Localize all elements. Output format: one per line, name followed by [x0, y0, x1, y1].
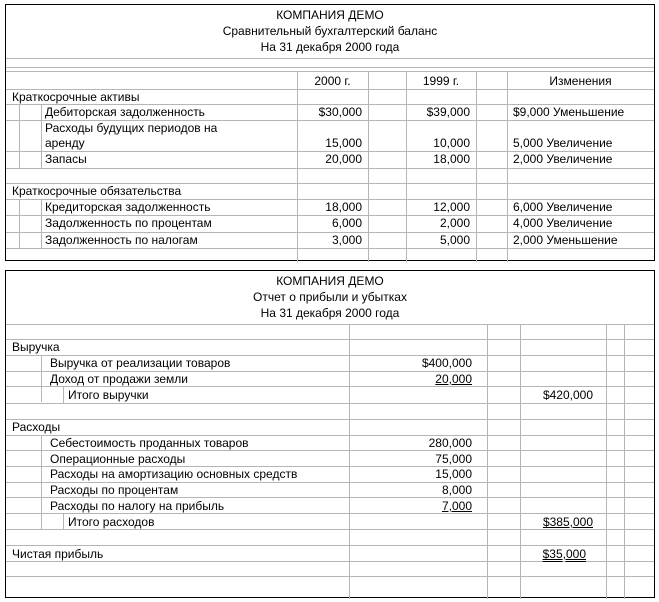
- company-name: КОМПАНИЯ ДЕМО: [276, 8, 384, 22]
- row-value: 20,000: [435, 372, 472, 386]
- income-statement-table: [5, 270, 655, 598]
- column-header-change: Изменения: [549, 74, 612, 88]
- column-header-1999: 1999 г.: [422, 74, 460, 88]
- value-change: 4,000 Увеличение: [513, 216, 613, 230]
- row-label-continued: аренду: [45, 136, 85, 150]
- value-1999: $39,000: [426, 105, 470, 119]
- value-1999: 2,000: [439, 216, 470, 230]
- value-2000: $30,000: [318, 105, 362, 119]
- report-title: Сравнительный бухгалтерский баланс: [222, 24, 438, 38]
- section-heading: Расходы: [12, 420, 61, 434]
- value-change: 2,000 Уменьшение: [513, 233, 618, 247]
- value-change: 2,000 Увеличение: [513, 152, 613, 166]
- value-2000: 18,000: [325, 200, 362, 214]
- value-2000: 15,000: [325, 136, 362, 150]
- total-value: $385,000: [542, 515, 593, 529]
- report-date: На 31 декабря 2000 года: [260, 306, 400, 320]
- row-value: 7,000: [441, 499, 472, 513]
- row-label: Расходы по процентам: [50, 483, 179, 497]
- section-heading: Выручка: [12, 340, 60, 354]
- row-label: Выручка от реализации товаров: [50, 356, 231, 370]
- value-1999: 5,000: [439, 233, 470, 247]
- balance-sheet-table: [5, 4, 655, 261]
- row-value: 15,000: [435, 467, 472, 481]
- value-1999: 12,000: [433, 200, 470, 214]
- company-name: КОМПАНИЯ ДЕМО: [276, 274, 384, 288]
- row-label: Расходы будущих периодов на: [45, 121, 218, 135]
- value-change: 5,000 Увеличение: [513, 136, 613, 150]
- row-value: 8,000: [441, 483, 472, 497]
- net-income-label: Чистая прибыль: [12, 547, 104, 561]
- value-2000: 20,000: [325, 152, 362, 166]
- row-label: Задолженность по процентам: [45, 216, 212, 230]
- row-label: Доход от продажи земли: [50, 372, 188, 386]
- row-label: Операционные расходы: [50, 452, 186, 466]
- net-income-value: $35,000: [542, 547, 586, 561]
- row-label: Дебиторская задолженность: [45, 105, 205, 119]
- row-label: Себестоимость проданных товаров: [50, 436, 249, 450]
- section-heading: Краткосрочные обязательства: [12, 184, 182, 198]
- row-label: Расходы по налогу на прибыль: [50, 499, 225, 513]
- value-change: 6,000 Увеличение: [513, 200, 613, 214]
- row-value: 280,000: [428, 436, 472, 450]
- value-2000: 3,000: [331, 233, 362, 247]
- value-change: $9,000 Уменьшение: [513, 105, 625, 119]
- value-1999: 18,000: [433, 152, 470, 166]
- total-label: Итого расходов: [68, 515, 155, 529]
- row-label: Задолженность по налогам: [45, 233, 198, 247]
- row-label: Кредиторская задолженность: [45, 200, 211, 214]
- report-date: На 31 декабря 2000 года: [260, 40, 400, 54]
- row-value: $400,000: [421, 356, 472, 370]
- total-label: Итого выручки: [68, 388, 149, 402]
- value-1999: 10,000: [433, 136, 470, 150]
- report-title: Отчет о прибыли и убытках: [253, 290, 407, 304]
- row-value: 75,000: [435, 452, 472, 466]
- value-2000: 6,000: [331, 216, 362, 230]
- column-header-2000: 2000 г.: [314, 74, 351, 88]
- row-label: Запасы: [45, 152, 87, 166]
- row-label: Расходы на амортизацию основных средств: [50, 467, 298, 481]
- total-value: $420,000: [542, 388, 593, 402]
- section-heading: Краткосрочные активы: [12, 90, 140, 104]
